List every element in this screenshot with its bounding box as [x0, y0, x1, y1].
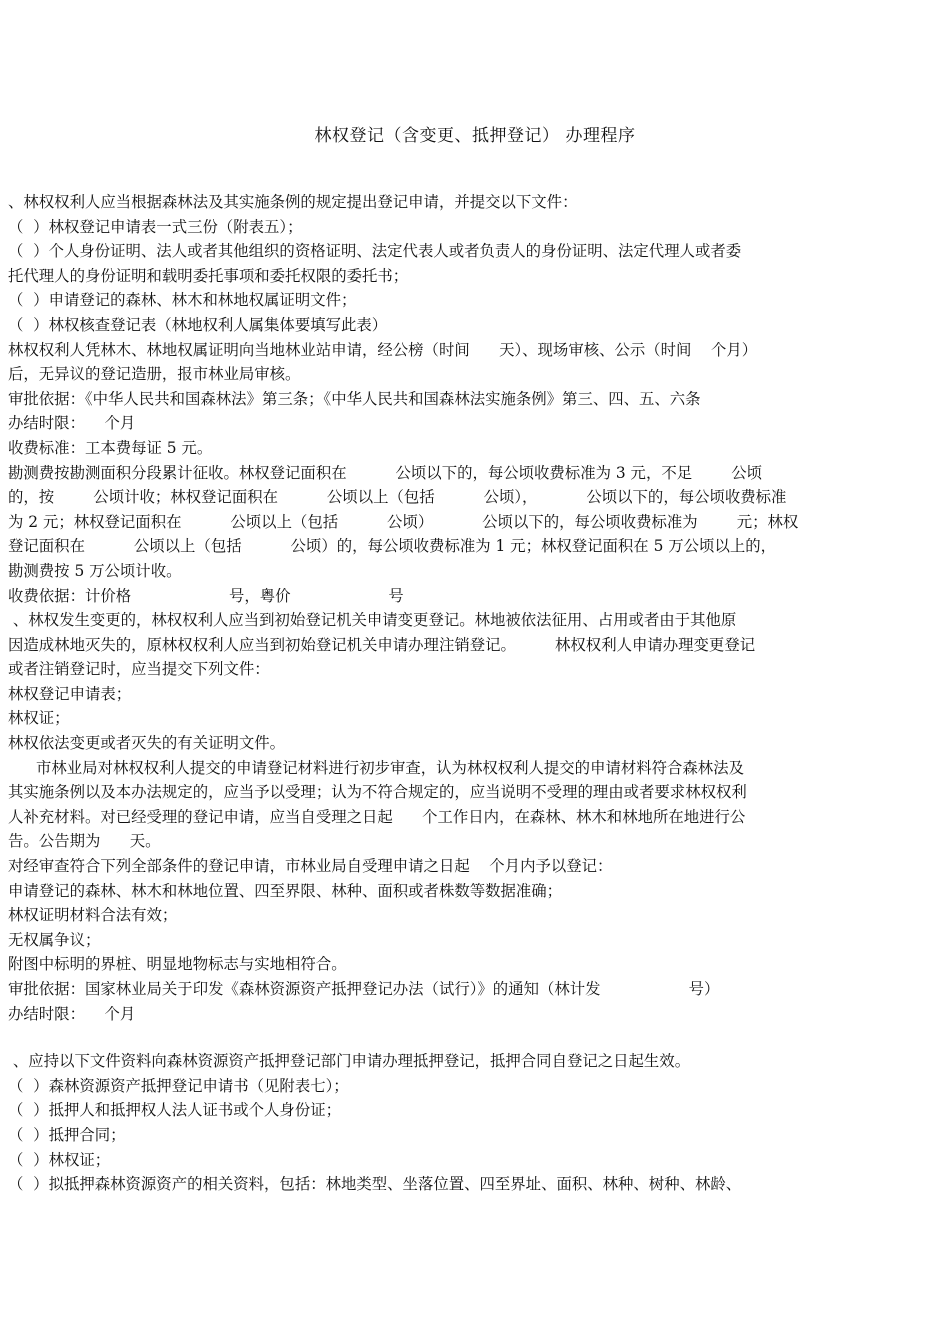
paragraph-line: 林权登记申请表； — [8, 684, 132, 703]
paragraph-line: 、林权发生变更的，林权权利人应当到初始登记机关申请变更登记。林地被依法征用、占用或者由于其他原 — [8, 611, 737, 630]
paragraph-line: 、应持以下文件资料向森林资源资产抵押登记部门申请办理抵押登记，抵押合同自登记之日起生效。 — [8, 1052, 691, 1071]
paragraph-line: （ ）拟抵押森林资源资产的相关资料，包括：林地类型、坐落位置、四至界址、面积、林种、树种、林龄、 — [8, 1175, 742, 1194]
paragraph-line: （ ）林权登记申请表一式三份（附表五）； — [8, 217, 303, 236]
paragraph-line: （ ）申请登记的森林、林木和林地权属证明文件； — [8, 291, 357, 310]
paragraph-line: 收费依据：计价格 号，粤价 号 — [8, 586, 404, 605]
document-title: 林权登记（含变更、抵押登记） 办理程序 — [314, 126, 636, 146]
paragraph-line: 其实施条例以及本办法规定的，应当予以受理；认为不符合规定的，应当说明不受理的理由或者要求林权权利 — [8, 783, 747, 802]
paragraph-line: 办结时限： 个月 — [8, 414, 136, 433]
paragraph-line: （ ）林权核查登记表（林地权利人属集体要填写此表） — [8, 315, 388, 334]
paragraph-line: 托代理人的身份证明和载明委托事项和委托权限的委托书； — [8, 266, 409, 285]
paragraph-line: 因造成林地灭失的，原林权权利人应当到初始登记机关申请办理注销登记。 林权权利人申请办理变更登记 — [8, 635, 756, 654]
paragraph-line: （ ）抵押合同； — [8, 1125, 126, 1144]
section-registration-application — [8, 190, 930, 756]
paragraph-line: 勘测费按勘测面积分段累计征收。林权登记面积在 公顷以下的，每公顷收费标准为 3 元，不足 公顷 — [8, 463, 763, 482]
paragraph-line: 审批依据：《中华人民共和国森林法》第三条；《中华人民共和国森林法实施条例》第三、四、五、六条 — [8, 389, 701, 408]
document-body — [8, 190, 930, 1197]
paragraph-line: 后，无异议的登记造册，报市林业局审核。 — [8, 365, 301, 384]
paragraph-line: 、林权权利人应当根据森林法及其实施条例的规定提出登记申请，并提交以下文件： — [8, 193, 578, 211]
section-gap — [8, 1026, 930, 1049]
paragraph-line: 对经审查符合下列全部条件的登记申请，市林业局自受理申请之日起 个月内予以登记： — [8, 857, 613, 876]
paragraph-line: 登记面积在 公顷以上（包括 公顷）的，每公顷收费标准为 1 元；林权登记面积在 5 万公顷以上的， — [8, 537, 777, 556]
paragraph-line: 办结时限： 个月 — [8, 1004, 136, 1023]
paragraph-line: 收费标准：工本费每证 5 元。 — [8, 438, 213, 457]
paragraph-line: 的，按 公顷计收；林权登记面积在 公顷以上（包括 公顷）， 公顷以下的，每公顷收费标准 — [8, 488, 787, 507]
paragraph-line: 为 2 元；林权登记面积在 公顷以上（包括 公顷） 公顷以下的，每公顷收费标准为 元；林权 — [8, 512, 799, 531]
paragraph-line: 或者注销登记时，应当提交下列文件： — [8, 660, 270, 679]
paragraph-line: （ ）个人身份证明、法人或者其他组织的资格证明、法定代表人或者负责人的身份证明、法定代理人或者委 — [8, 242, 742, 261]
paragraph-line: 无权属争议； — [8, 930, 101, 949]
paragraph-line: 林权权利人凭林木、林地权属证明向当地林业站申请，经公榜（时间 天）、现场审核、公示（时间 个月） — [8, 340, 758, 359]
paragraph-line: 审批依据：国家林业局关于印发《森林资源资产抵押登记办法（试行）》的通知（林计发 号） — [8, 980, 720, 998]
section-review-process — [8, 756, 930, 1027]
paragraph-line: 附图中标明的界桩、明显地物标志与实地相符合。 — [8, 955, 347, 974]
paragraph-line: （ ）森林资源资产抵押登记申请书（见附表七）； — [8, 1076, 349, 1095]
paragraph-line: （ ）林权证； — [8, 1150, 111, 1169]
paragraph-line: 林权证明材料合法有效； — [8, 906, 178, 925]
paragraph-line: 林权依法变更或者灭失的有关证明文件。 — [8, 734, 286, 753]
paragraph-line: 告。公告期为 天。 — [8, 832, 161, 851]
section-mortgage-registration — [8, 1049, 930, 1197]
paragraph-line: 勘测费按 5 万公顷计收。 — [8, 561, 182, 580]
paragraph-line: 人补充材料。对已经受理的登记申请，应当自受理之日起 个工作日内，在森林、林木和林地所在地进行公 — [8, 807, 746, 826]
paragraph-line: （ ）抵押人和抵押权人法人证书或个人身份证； — [8, 1101, 341, 1120]
paragraph-line: 市林业局对林权权利人提交的申请登记材料进行初步审查，认为林权权利人提交的申请材料符合森林法及 — [36, 758, 744, 777]
paragraph-line: 申请登记的森林、林木和林地位置、四至界限、林种、面积或者株数等数据准确； — [8, 881, 563, 900]
paragraph-line: 林权证； — [8, 709, 70, 728]
